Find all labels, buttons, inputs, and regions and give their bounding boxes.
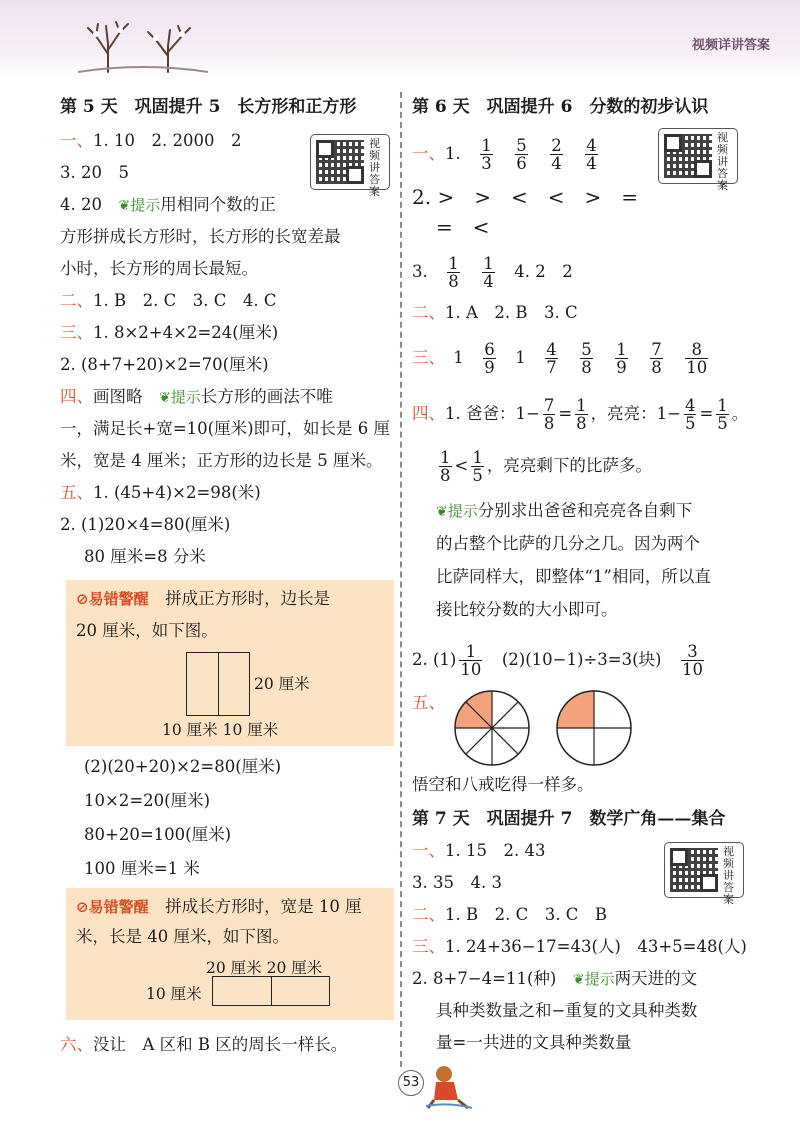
r-d7-s1	[412, 840, 545, 862]
r-d7-s3	[412, 936, 747, 958]
r-d7-s3-l4: 量=一共进的文具种类数量	[436, 1033, 632, 1052]
fraction: $\frac{1}{4}$	[483, 254, 494, 291]
qr-code-day5[interactable]	[310, 134, 390, 198]
answer-text: 1. 8×2+4×2=24(厘米)	[93, 323, 279, 342]
r-s5-text: 悟空和八戒吃得一样多。	[412, 775, 594, 794]
fraction: $\frac{8}{10}$	[686, 340, 708, 377]
fraction: $\frac{1}{5}$	[717, 396, 728, 433]
answer-text: 1. A 2. B 3. C	[445, 303, 578, 322]
l-s6	[60, 1034, 347, 1056]
section-mark: 四、	[412, 404, 445, 423]
r-d7-s1-l2: 3. 35 4. 3	[412, 873, 502, 892]
section-mark: 六、	[60, 1035, 93, 1054]
header-title: 视频详讲答案	[691, 38, 770, 53]
fraction-list	[461, 136, 601, 173]
answer-text: 1. 爸爸：1−	[445, 404, 540, 423]
qr-code-icon	[670, 848, 718, 892]
warning-icon: ⊘	[76, 898, 89, 916]
section-mark: 一、	[60, 131, 93, 150]
l-s5-l2: 2. (1)20×4=80(厘米)	[60, 515, 231, 534]
answer-text: 4. 20	[60, 195, 102, 214]
l-s4-l2: 一，满足长+宽=10(厘米)即可，如长是 6 厘	[60, 419, 391, 438]
tip-label: 提示	[130, 196, 161, 214]
r-s3	[412, 338, 711, 378]
qr-label: 视频讲答案	[369, 137, 380, 198]
fraction: $\frac{6}{9}$	[484, 340, 495, 377]
column-divider	[400, 92, 402, 1067]
qr-code-icon	[316, 140, 364, 184]
answer-text: 1. 24+36−17=43(人) 43+5=48(人)	[445, 937, 747, 956]
tip-text: 分别求出爸爸和亮亮各自剩下	[477, 501, 693, 520]
l-s4	[60, 386, 333, 409]
tip-label: 提示	[170, 388, 201, 406]
r-s2	[412, 302, 578, 324]
r-s4-tip1	[436, 500, 692, 523]
fraction: $\frac{5}{6}$	[516, 136, 527, 173]
fraction: $\frac{1}{5}$	[472, 448, 483, 485]
fraction: $\frac{3}{10}$	[681, 642, 703, 679]
answer-text: 3.	[412, 262, 428, 281]
note-text: 拼成长方形时，宽是 10 厘	[165, 897, 362, 916]
l-s1-l2: 3. 20 5	[60, 163, 129, 182]
section-mark: 一、	[412, 841, 445, 860]
rect-top-label: 20 厘米 20 厘米	[206, 959, 323, 977]
l-s2	[60, 290, 276, 312]
fraction: $\frac{5}{8}$	[581, 340, 592, 377]
l-s4-l3: 米，宽是 4 厘米；正方形的边长是 5 厘米。	[60, 451, 383, 470]
l-s5-l6: 80+20=100(厘米)	[84, 825, 232, 844]
answer-text: 画图略	[93, 387, 143, 406]
fraction: $\frac{1}{9}$	[616, 340, 627, 377]
fraction: $\frac{2}{4}$	[551, 136, 562, 173]
tip-text: 用相同个数的正	[160, 195, 276, 214]
tip-leaf-icon: ❦	[436, 504, 448, 520]
fraction-list	[428, 254, 498, 291]
square-side-label: 20 厘米	[254, 675, 310, 693]
section-mark: 五、	[60, 483, 93, 502]
section-mark: 三、	[412, 937, 445, 956]
note-line-2: 20 厘米，如下图。	[76, 621, 218, 640]
note-line-2: 米，长是 40 厘米，如下图。	[76, 927, 289, 946]
l-s1-l4: 方形拼成长方形时，长方形的长宽差最	[60, 227, 341, 246]
answer-number: 1	[453, 348, 464, 367]
section-mark: 三、	[60, 323, 93, 342]
winter-trees-illustration	[78, 14, 208, 74]
r-d7-s3-l3: 具种类数量之和−重复的文具种类数	[436, 1001, 698, 1020]
l-s1-l5: 小时，长方形的周长最短。	[60, 259, 258, 278]
r-s4: 四、1. 爸爸：1− $\frac{7}{8}$ = $\frac{1}{8}$ ，亮亮：1− $\frac{4}{5}$ = $\frac{1}{5}$ 。	[412, 396, 749, 433]
section-mark: 四、	[60, 387, 93, 406]
r-d7-s2	[412, 904, 607, 926]
warning-icon: ⊘	[76, 590, 89, 608]
r-s4-tip3: 比萨同样大，即整体“1”相同，所以直	[436, 567, 711, 586]
r-s1-l2: 2. > > < < > =	[412, 185, 638, 209]
note-text: 拼成正方形时，边长是	[165, 589, 331, 608]
l-s5	[60, 482, 261, 504]
day7-title: 第 7 天 巩固提升 7 数学广角——集合	[412, 809, 726, 829]
day6-title: 第 6 天 巩固提升 6 分数的初步认识	[412, 97, 709, 117]
l-s5-l4: (2)(20+20)×2=80(厘米)	[84, 757, 282, 776]
r-s4-l7: 2. (1) $\frac{1}{10}$ (2)(10−1)÷3=3(块) $\frac{3}{10}$	[412, 642, 703, 679]
l-s1-l3	[60, 194, 276, 217]
l-s3-l2: 2. (8+7+20)×2=70(厘米)	[60, 355, 269, 374]
note-title: 易错警醒	[88, 898, 149, 916]
warning-note-1	[66, 580, 394, 746]
answer-text: 1. 10 2. 2000 2	[93, 131, 242, 150]
fraction: $\frac{1}{3}$	[481, 136, 492, 173]
fraction: $\frac{7}{8}$	[651, 340, 662, 377]
fraction: $\frac{1}{8}$	[448, 254, 459, 291]
l-s5-l5: 10×2=20(厘米)	[84, 791, 211, 810]
l-s5-l7: 100 厘米=1 米	[84, 859, 200, 878]
r-s5-mark: 五、	[412, 693, 445, 712]
rect-split-line	[271, 977, 272, 1005]
square-diagram	[186, 652, 250, 716]
square-bottom-label: 10 厘米 10 厘米	[162, 721, 279, 739]
fraction: $\frac{4}{5}$	[684, 396, 696, 433]
answer-text: 1. (45+4)×2=98(米)	[93, 483, 261, 502]
section-mark: 一、	[412, 144, 445, 163]
l-s3	[60, 322, 278, 344]
rectangle-diagram	[212, 976, 330, 1006]
fraction: $\frac{4}{4}$	[586, 136, 597, 173]
fraction: $\frac{1}{10}$	[460, 642, 482, 679]
section-mark: 二、	[412, 905, 445, 924]
square-split-line	[218, 653, 219, 715]
note-title: 易错警醒	[88, 590, 149, 608]
answer-text: 1. 15 2. 43	[445, 841, 546, 860]
pizza-wukong-diagram	[452, 688, 532, 768]
day5-title: 第 5 天 巩固提升 5 长方形和正方形	[60, 97, 357, 117]
qr-label: 视频讲答案	[723, 845, 734, 906]
tip-leaf-icon: ❦	[118, 198, 131, 214]
fraction: $\frac{1}{8}$	[576, 396, 587, 433]
tip-leaf-icon: ❦	[572, 972, 585, 988]
tip-label: 提示	[447, 502, 478, 520]
answer-number: 1	[515, 348, 526, 367]
answer-text: 4. 2 2	[514, 262, 573, 281]
r-s1-l4	[412, 252, 573, 292]
section-mark: 二、	[412, 303, 445, 322]
qr-code-day6[interactable]	[658, 128, 738, 192]
section-mark: 二、	[60, 291, 93, 310]
l-s1	[60, 130, 241, 152]
r-s4-tip2: 的占整个比萨的几分之几。因为两个	[436, 534, 700, 553]
r-s1-l3: = <	[436, 215, 490, 239]
r-d7-s3-l2	[412, 968, 697, 991]
monkey-king-mascot-icon	[424, 1062, 474, 1112]
warning-note-2	[66, 888, 394, 1020]
rect-left-label: 10 厘米	[146, 985, 202, 1003]
tip-text: 长方形的画法不唯	[200, 387, 333, 406]
qr-code-day7[interactable]	[664, 842, 744, 906]
tip-leaf-icon: ❦	[159, 390, 171, 406]
tip-text: 两天进的文	[614, 969, 698, 988]
r-s4-tip4: 接比较分数的大小即可。	[436, 600, 618, 619]
section-mark: 三、	[412, 348, 437, 367]
page-number: 53	[398, 1070, 424, 1096]
header-banner	[0, 0, 800, 80]
answer-text: 2. 8+7−4=11(种)	[412, 969, 557, 988]
qr-code-icon	[664, 134, 712, 178]
fraction: $\frac{1}{8}$	[440, 448, 451, 485]
qr-label: 视频讲答案	[717, 131, 728, 192]
note-line-1	[76, 896, 362, 918]
fraction: $\frac{4}{7}$	[546, 340, 557, 377]
note-line-1	[76, 588, 330, 610]
r-s1	[412, 134, 601, 174]
fraction-list	[437, 340, 712, 377]
answer-text: 没让 A 区和 B 区的周长一样长。	[93, 1035, 348, 1054]
answer-text: 1. B 2. C 3. C B	[445, 905, 607, 924]
r-s4-l2: $\frac{1}{8}$ < $\frac{1}{5}$ ，亮亮剩下的比萨多。	[440, 448, 652, 485]
answer-text: 1. B 2. C 3. C 4. C	[93, 291, 277, 310]
l-s5-l3: 80 厘米=8 分米	[84, 547, 206, 566]
pizza-bajie-diagram	[554, 688, 634, 768]
answer-text: 1.	[445, 144, 461, 163]
tip-label: 提示	[584, 970, 615, 988]
fraction: $\frac{7}{8}$	[543, 396, 555, 433]
